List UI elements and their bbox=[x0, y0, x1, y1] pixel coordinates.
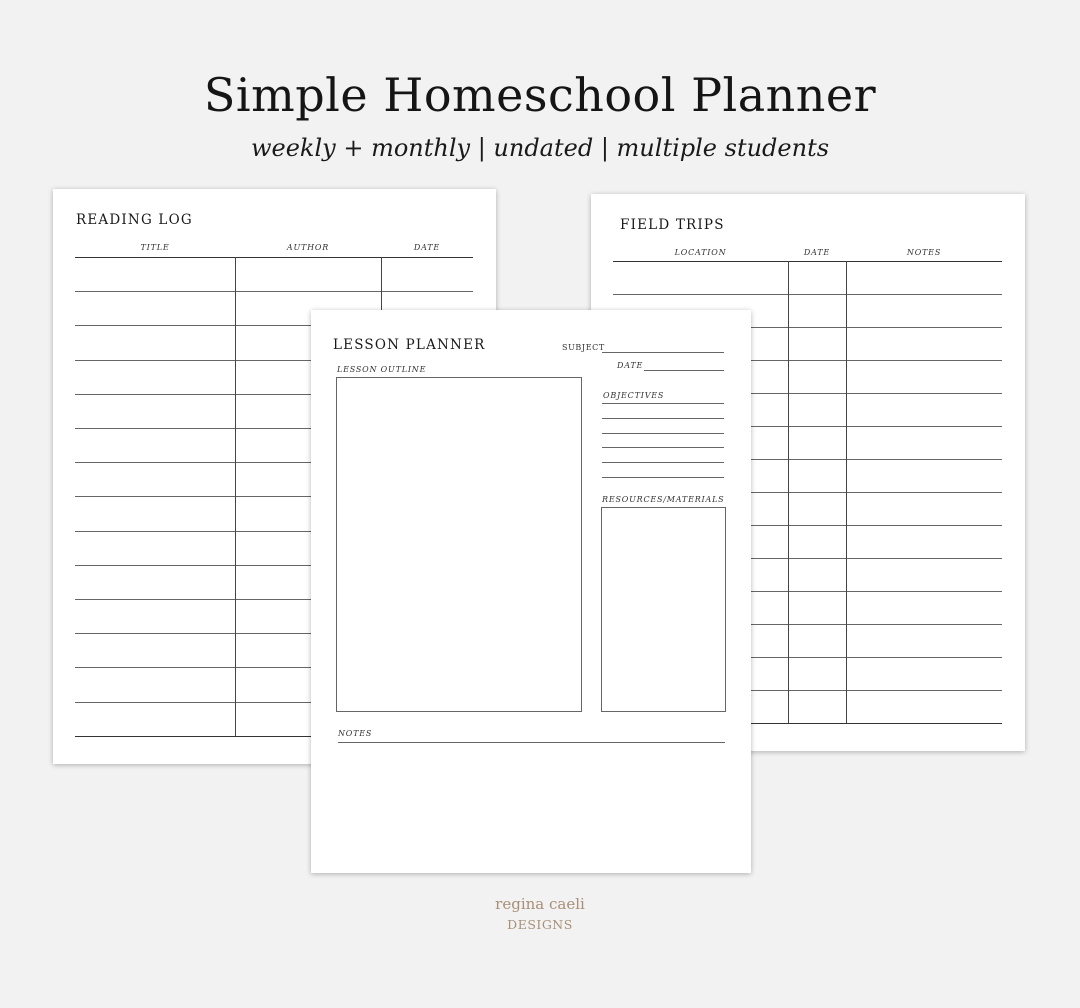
objectives-label: OBJECTIVES bbox=[603, 391, 665, 400]
brand-name: regina caeli bbox=[495, 895, 585, 913]
objective-line bbox=[602, 403, 724, 404]
date-label: DATE bbox=[617, 361, 644, 370]
brand-designs: DESIGNS bbox=[507, 917, 573, 932]
table-header-rule bbox=[613, 261, 1002, 262]
objective-line bbox=[602, 462, 724, 463]
subject-label: SUBJECT bbox=[562, 343, 605, 352]
field-trips-title: FIELD TRIPS bbox=[620, 217, 725, 233]
table-column-divider bbox=[846, 261, 847, 723]
objective-line bbox=[602, 433, 724, 434]
objective-line bbox=[602, 418, 724, 419]
date-line bbox=[644, 370, 724, 371]
lesson-outline-box bbox=[336, 377, 582, 712]
page-subtitle: weekly + monthly | undated | multiple students bbox=[250, 134, 830, 162]
notes-line bbox=[338, 742, 725, 743]
table-column-divider bbox=[235, 257, 236, 736]
table-column-divider bbox=[788, 261, 789, 723]
lesson-planner-title: LESSON PLANNER bbox=[333, 337, 486, 353]
resources-label: RESOURCES/MATERIALS bbox=[602, 495, 725, 504]
lesson-planner-sheet bbox=[311, 310, 751, 873]
objective-line bbox=[602, 477, 724, 478]
reading-log-col-title: TITLE bbox=[140, 243, 170, 252]
table-header-rule bbox=[75, 257, 473, 258]
field-trips-col-date: DATE bbox=[803, 248, 831, 257]
field-trips-col-location: LOCATION bbox=[674, 248, 727, 257]
objective-line bbox=[602, 447, 724, 448]
field-trips-col-notes: NOTES bbox=[906, 248, 942, 257]
table-row bbox=[613, 294, 1002, 295]
page-title: Simple Homeschool Planner bbox=[203, 68, 877, 122]
reading-log-title: READING LOG bbox=[76, 212, 193, 228]
table-row bbox=[75, 291, 473, 292]
resources-box bbox=[601, 507, 726, 712]
notes-label: NOTES bbox=[338, 729, 373, 738]
subject-line bbox=[602, 352, 724, 353]
lesson-outline-label: LESSON OUTLINE bbox=[337, 365, 427, 374]
reading-log-col-date: DATE bbox=[413, 243, 441, 252]
reading-log-col-author: AUTHOR bbox=[286, 243, 330, 252]
